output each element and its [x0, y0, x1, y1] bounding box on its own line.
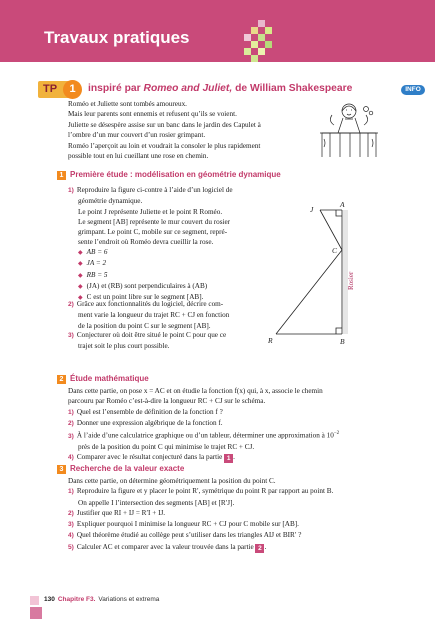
right-angle-A	[336, 210, 342, 216]
label-A: A	[340, 200, 345, 209]
label-J: J	[310, 205, 314, 214]
tp-header	[38, 81, 428, 99]
tp-badge: TP	[38, 81, 70, 98]
right-angle-B	[336, 328, 342, 334]
section-1-reference: 1	[224, 454, 233, 463]
page-banner	[0, 0, 435, 62]
section-2-body: Dans cette partie, on pose x = AC et on étudie la fonction f(x) qui, à x, associe le chemin parcouru par Roméo c’est-à-dire la longueur RC + CJ sur le schéma. 1) Quel est l’ensemble de définition de la fonction f ? 2) Donner une expression algébrique de la fonction f. 3) À l’aide d’une calculatrice graphique ou d’un tableur, déterminer une approximation à $10^{-2}$ près de la position du point C qui minimise le trajet RC + CJ. 4) Comparer avec le résultat conjecturé dans la partie 1 .	[68, 387, 340, 463]
tp-number: 1	[63, 80, 82, 99]
label-C: C	[332, 246, 338, 255]
footer-decoration	[30, 607, 42, 619]
section-1-bullets	[78, 247, 268, 303]
section-2-number: 2	[57, 375, 66, 384]
list-item: ◆ AB = 6	[78, 248, 108, 256]
section-1-q2: 2) Grâce aux fonctionnalités du logiciel, décrire com- ment varie la longueur du trajet RC + CJ en fonction de la position du point C sur le segment [AB].	[68, 300, 230, 330]
info-badge: INFO	[401, 85, 425, 95]
section-3-title: Recherche de la valeur exacte	[70, 464, 185, 473]
intro-text: Roméo et Juliette sont tombés amoureux. Mais leur parents sont ennemis et refusent qu’ils se voient. Juliette se désespère assise sur un banc dans le jardin des Capulet à l’ombre d’un mur couvert d’un rosier grimpant. Roméo l’aperçoit au loin et voudrait la consoler le plus rapidement possible tout en lui cueillant une rose en chemin.	[68, 100, 261, 161]
page-number: 130	[44, 596, 55, 603]
romeo-illustration	[316, 99, 382, 159]
chapter-title: Variations et extrema	[98, 596, 160, 603]
section-1-q1: 1) Reproduire la figure ci-contre à l’aide d’un logiciel de géométrie dynamique. Le point J représente Juliette et le point R Roméo. Le segment [AB] représente le mur couvert du rosier grimpant. Le point C, mobile sur ce segment, repré- sente l’endroit où Roméo devra cueillir la rose.	[68, 186, 233, 247]
section-2-title: Étude mathématique	[70, 374, 149, 383]
section-3-body: Dans cette partie, on détermine géométriquement la position du point C. 1) Reproduire la figure et y placer le point R′, symétrique du point R par rapport au point B. On appelle I l’intersection des segments [AB] et [R′J]. 2) Justifier que RI + IJ = R′I + IJ. 3) Expliquer pourquoi I minimise la longueur RC + CJ pour C mobile sur [AB]. 4) Quel théorème étudié au collège peut s’utiliser dans les triangles AIJ et BIR′ ? 5) Calculer AC et comparer avec la valeur trouvée dans la partie 2 .	[68, 477, 334, 552]
banner-decoration	[244, 20, 274, 62]
banner-title: Travaux pratiques	[44, 28, 190, 47]
tp-title: inspiré par Romeo and Juliet, de William Shakespeare	[88, 83, 353, 94]
footer-square	[30, 596, 39, 605]
list-item: ◆ (JA) et (RB) sont perpendiculaires à (AB)	[78, 281, 208, 290]
segment-CR	[276, 250, 342, 334]
chapter-label: Chapitre F3.	[57, 596, 96, 603]
page-footer	[44, 596, 159, 603]
section-1-q3: 3) Conjecturer où doit être situé le point C pour que ce trajet soit le plus court possible.	[68, 331, 227, 351]
list-item: ◆ JA = 2	[78, 259, 107, 268]
label-rosier: Rosier	[347, 271, 355, 290]
label-R: R	[268, 336, 273, 345]
section-2-reference: 2	[255, 544, 264, 553]
list-item: ◆ RB = 5	[78, 270, 108, 279]
section-1-title: Première étude : modélisation en géométrie dynamique	[70, 170, 281, 179]
geometry-figure	[262, 200, 372, 346]
list-item: ◆ C est un point libre sur le segment [AB].	[78, 293, 204, 302]
section-3-number: 3	[57, 465, 66, 474]
section-1-number: 1	[57, 171, 66, 180]
label-B: B	[340, 337, 345, 346]
